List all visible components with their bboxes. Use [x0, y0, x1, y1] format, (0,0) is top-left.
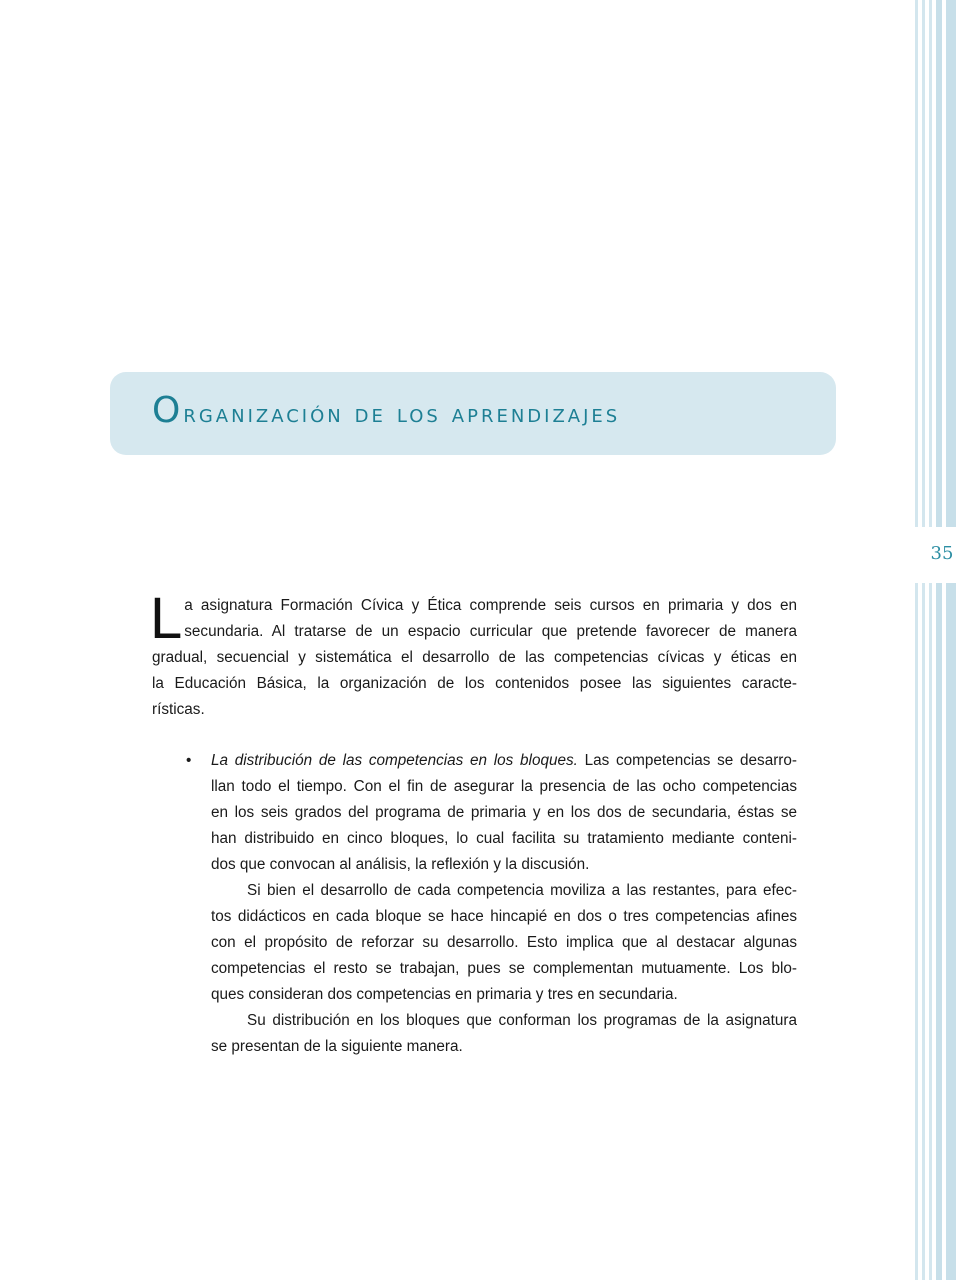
bullet-icon: •: [186, 752, 192, 769]
text-line: secundaria. Al tratarse de un espacio curricular que pretende favorecer de manera: [184, 623, 797, 640]
bullet-lead: La distribución de las competencias en los bloques.: [211, 752, 578, 769]
text-line: Su distribución en los bloques que conforman los programas de la asignatura: [247, 1012, 797, 1029]
stripe: [936, 0, 942, 1280]
text-line: a asignatura Formación Cívica y Ética comprende seis cursos en primaria y dos en: [184, 597, 797, 614]
title-rest: rganización de los aprendizajes: [183, 399, 621, 428]
section-title: [152, 390, 620, 431]
intro-paragraph: [150, 586, 797, 723]
text-line: competencias el resto se trabajan, pues se complementan mutuamente. Los blo-: [211, 960, 797, 977]
text-line: rísticas.: [152, 701, 205, 718]
text-line: en los seis grados del programa de primaria y en los dos de secundaria, éstas se: [211, 804, 797, 821]
drop-cap: L: [150, 586, 183, 651]
text-line: gradual, secuencial y sistemática el desarrollo de las competencias cívicas y éticas en: [152, 649, 797, 666]
title-initial: O: [152, 390, 184, 431]
text-line: dos que convocan al análisis, la reflexión y la discusión.: [211, 856, 590, 873]
bullet-item: [186, 748, 797, 1060]
text-line: Si bien el desarrollo de cada competencia moviliza a las restantes, para efec-: [247, 882, 797, 899]
stripe: [929, 0, 932, 1280]
text-line: ques consideran dos competencias en primaria y tres en secundaria.: [211, 986, 678, 1003]
stripe: [915, 0, 918, 1280]
stripe: [946, 0, 956, 1280]
text-line: [211, 748, 797, 774]
stripe: [922, 0, 925, 1280]
text-line: han distribuido en cinco bloques, lo cual facilita su tratamiento mediante conteni-: [211, 830, 797, 847]
text-line: se presentan de la siguiente manera.: [211, 1038, 463, 1055]
text-line: con el propósito de reforzar su desarrollo. Esto implica que al destacar algunas: [211, 934, 797, 951]
page-number: 35: [930, 543, 954, 564]
text-span: Las competencias se desarro-: [577, 752, 797, 769]
text-line: llan todo el tiempo. Con el fin de asegurar la presencia de las ocho competencias: [211, 778, 797, 795]
text-line: tos didácticos en cada bloque se hace hincapié en dos o tres competencias afines: [211, 908, 797, 925]
text-line: la Educación Básica, la organización de los contenidos posee las siguientes caracte-: [152, 675, 797, 692]
